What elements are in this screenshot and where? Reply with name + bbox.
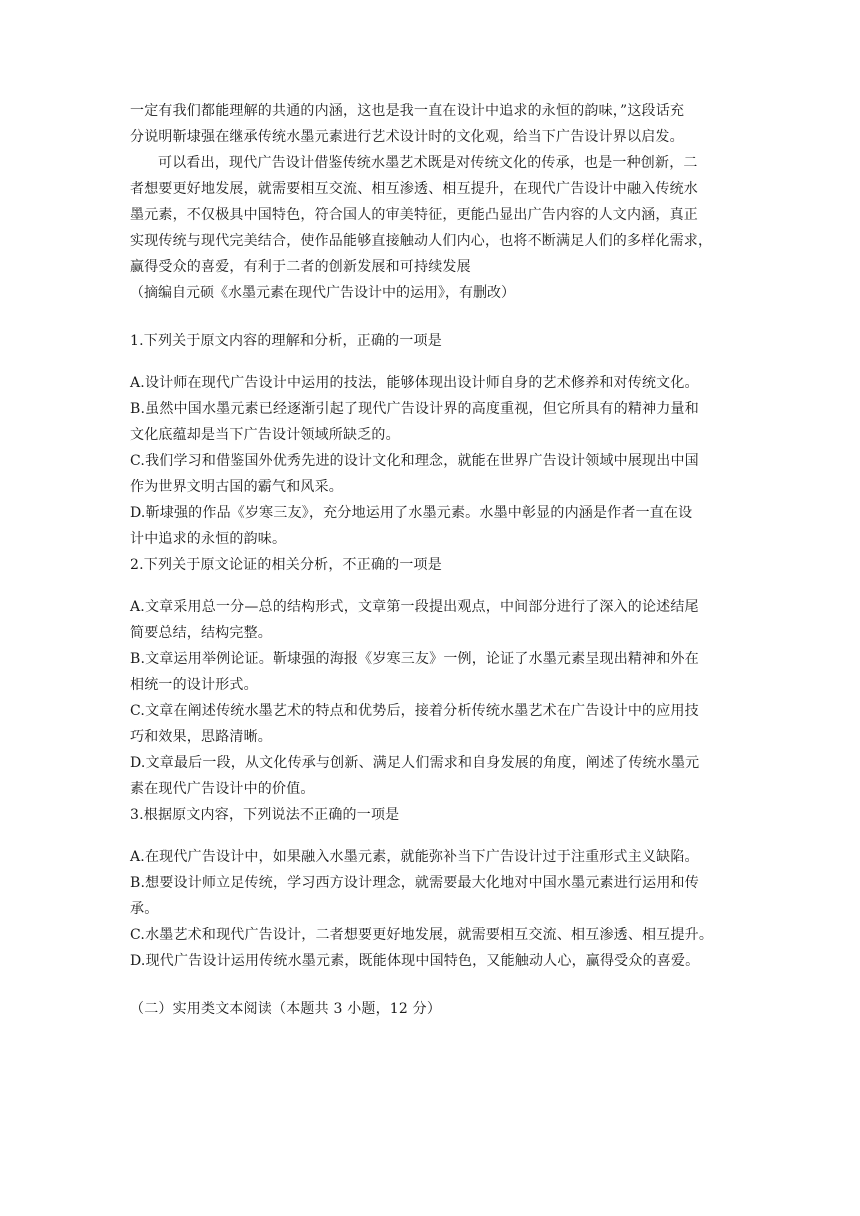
option-d-cont: 计中追求的永恒的韵味。 (130, 531, 287, 547)
option-a: A.在现代广告设计中，如果融入水墨元素，就能弥补当下广告设计过于注重形式主义缺陷。 (130, 849, 699, 865)
question-stem: 3.根据原文内容，下列说法不正确的一项是 (130, 807, 400, 823)
option-d: D.靳埭强的作品《岁寒三友》，充分地运用了水墨元素。水墨中彰显的内涵是作者一直在设 (130, 505, 693, 521)
text-line: 者想要更好地发展，就需要相互交流、相互渗透、相互提升，在现代广告设计中融入传统水 (130, 181, 698, 197)
question-stem: 2.下列关于原文论证的相关分析，不正确的一项是 (130, 557, 442, 573)
section-heading: （二）实用类文本阅读（本题共 3 小题，12 分） (130, 1001, 442, 1017)
passage-paragraph-1 (130, 98, 730, 150)
option-c-cont: 巧和效果，思路清晰。 (130, 729, 272, 745)
option-b-cont: 文化底蕴却是当下广告设计领域所缺乏的。 (130, 427, 400, 443)
option-b-cont: 承。 (130, 901, 159, 917)
option-c: C.文章在阐述传统水墨艺术的特点和优势后，接着分析传统水墨艺术在广告设计中的应用技 (130, 703, 699, 719)
option-c: C.水墨艺术和现代广告设计，二者想要更好地发展，就需要相互交流、相互渗透、相互提升。 (130, 927, 714, 943)
passage-paragraph-2 (130, 150, 730, 280)
text-line: 墨元素，不仅极具中国特色，符合国人的审美特征，更能凸显出广告内容的人文内涵，真正 (130, 207, 698, 223)
option-b: B.文章运用举例论证。靳埭强的海报《岁寒三友》一例，论证了水墨元素呈现出精神和外在 (130, 651, 699, 667)
option-a-cont: 简要总结，结构完整。 (130, 625, 272, 641)
option-d: D.现代广告设计运用传统水墨元素，既能体现中国特色，又能触动人心，赢得受众的喜爱。 (130, 953, 700, 969)
option-b-cont: 相统一的设计形式。 (130, 677, 258, 693)
text-line: 一定有我们都能理解的共通的内涵，这也是我一直在设计中追求的永恒的韵味，”这段话充 (130, 103, 685, 119)
text-line: 分说明靳埭强在继承传统水墨元素进行艺术设计时的文化观，给当下广告设计界以启发。 (130, 129, 684, 145)
question-stem: 1.下列关于原文内容的理解和分析，正确的一项是 (130, 333, 442, 349)
text-line: 实现传统与现代完美结合，使作品能够直接触动人们内心，也将不断满足人们的多样化需求， (130, 233, 713, 249)
option-d-cont: 素在现代广告设计中的价值。 (130, 781, 315, 797)
text-line: 赢得受众的喜爱，有利于二者的创新发展和可持续发展 (130, 259, 471, 275)
question-2 (130, 552, 730, 802)
question-3 (130, 802, 730, 974)
passage-source: （摘编自元硕《水墨元素在现代广告设计中的运用》，有删改） (130, 285, 515, 301)
option-a: A.文章采用总一分—总的结构形式，文章第一段提出观点，中间部分进行了深入的论述结尾 (130, 599, 699, 615)
document-page (130, 98, 730, 1022)
option-a: A.设计师在现代广告设计中运用的技法，能够体现出设计师自身的艺术修养和对传统文化。 (130, 375, 699, 391)
option-b: B.虽然中国水墨元素已经逐渐引起了现代广告设计界的高度重视，但它所具有的精神力量和 (130, 401, 699, 417)
option-b: B.想要设计师立足传统，学习西方设计理念，就需要最大化地对中国水墨元素进行运用和传 (130, 875, 699, 891)
text-line: 可以看出，现代广告设计借鉴传统水墨艺术既是对传统文化的传承，也是一种创新，二 (158, 155, 698, 171)
option-c: C.我们学习和借鉴国外优秀先进的设计文化和理念，就能在世界广告设计领域中展现出中国 (130, 453, 699, 469)
question-1 (130, 328, 730, 552)
option-d: D.文章最后一段，从文化传承与创新、满足人们需求和自身发展的角度，阐述了传统水墨元 (130, 755, 700, 771)
option-c-cont: 作为世界文明古国的霸气和风采。 (130, 479, 343, 495)
